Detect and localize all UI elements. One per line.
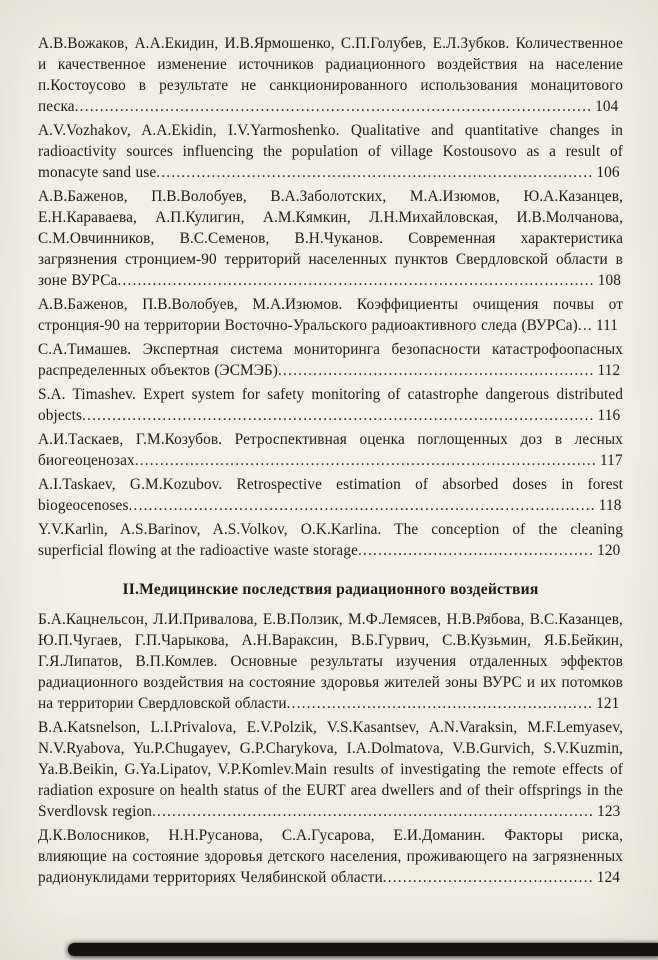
toc-entry-text: A.V.Vozhakov, A.A.Ekidin, I.V.Yarmoshenko. Qualitative and quantitative changes in radioactivity sources influencing the population of village Kostousovo as a result of monacyte sand use (38, 122, 623, 181)
page-number: 118 (598, 497, 622, 514)
toc-entry-text: Б.А.Кацнельсон, Л.И.Привалова, Е.В.Ползик, М.Ф.Лемясев, Н.В.Рябова, В.С.Казанцев, Ю.П.Чугаев, Г.П.Чарыкова, А.Н.Вараксин, В.Б.Гурвич, С.В.Кузьмин, Я.Б.Бейкин, Г.Я.Липатов, В.П.Комлев. Основные результаты изучения отдаленных эффектов радиационного воздействия на состояние здоровья жителей зоны ВУРС и их потомков на территории Свердловской области (38, 611, 623, 712)
toc-entry (38, 120, 623, 183)
toc-entry-text: С.А.Тимашев. Экспертная система мониторинга безопасности катастрофоопасных распределенных объектов (ЭСМЭБ) (38, 341, 623, 379)
toc-entry-text: S.A. Timashev. Expert system for safety monitoring of catastrophe dangerous distributed objects (38, 386, 623, 424)
dot-leader: ....................................................................................................... (74, 98, 593, 115)
dot-leader: ............................................................................................ (134, 452, 597, 469)
toc-entry-text: Д.К.Волосников, Н.Н.Русанова, С.А.Гусарова, Е.И.Доманин. Факторы риска, влияющие на состояние здоровья детского населения, проживающего на загрязненных радионуклидами территориях Челябинской области (38, 827, 623, 886)
toc-entry-text: А.В.Баженов, П.В.Волобуев, М.А.Изюмов. Коэффициенты очищения почвы от стронция-90 на территории Восточно-Уральского радиоактивного следа (ВУРСа) (38, 296, 623, 334)
page-number: 117 (599, 452, 623, 469)
dot-leader: ........................................................................................ (151, 803, 595, 820)
toc-entry (38, 339, 623, 381)
dot-leader: ....................................................................................... (156, 164, 594, 181)
toc-entry-text: B.A.Katsnelson, L.I.Privalova, E.V.Polzik, V.S.Kasantsev, A.N.Varaksin, M.F.Lemyasev, N.V.Ryabova, Yu.P.Chugayev, G.P.Charykova, I.A.Dolmatova, V.B.Gurvich, S.V.Kuzmin, Ya.B.Beikin, G.Ya.Lipatov, V.P.Komlev.Main results of investigating the remote effects of radiation exposure on health status of the EURT area dwellers and of their offsprings in the Sverdlovsk region (38, 719, 623, 820)
dot-leader: ............................................................. (286, 695, 594, 712)
toc-entry-text: Y.V.Karlin, A.S.Barinov, A.S.Volkov, O.K.Karlina. The conception of the cleaning superficial flowing at the radioactive waste storage (38, 521, 623, 559)
toc-content (38, 33, 623, 891)
dot-leader: ............................................................................................. (128, 497, 596, 514)
dot-leader: .......................................... (382, 869, 594, 886)
page-number: 124 (596, 869, 621, 886)
toc-entry (38, 33, 623, 117)
toc-entry (38, 429, 623, 471)
page-number: 108 (597, 272, 621, 289)
toc-entry (38, 474, 623, 516)
toc-entry (38, 186, 623, 291)
page-number: 111 (595, 317, 619, 334)
dot-leader: ... (577, 317, 593, 334)
toc-entry-text: А.И.Таскаев, Г.М.Козубов. Ретроспективная оценка поглощенных доз в лесных биогеоценозах (38, 431, 623, 469)
toc-entry-text: А.В.Вожаков, А.А.Екидин, И.В.Ярмошенко, С.П.Голубев, Е.Л.Зубков. Количественное и качественное изменение источников радиационного воздействия на население п.Костоусово в результате не санкционированного использования монацитового песка (38, 35, 623, 115)
toc-entry (38, 384, 623, 426)
section-heading: II.Медицинские последствия радиационного воздействия (122, 581, 539, 598)
page-number: 106 (596, 164, 620, 181)
scan-artifact-bar (68, 943, 658, 956)
toc-entry (38, 825, 623, 888)
page-number: 104 (595, 98, 619, 115)
page-number: 123 (597, 803, 621, 820)
toc-entry-text: A.I.Taskaev, G.M.Kozubov. Retrospective estimation of absorbed doses in forest biogeocenoses (38, 476, 623, 514)
page-number: 112 (597, 362, 621, 379)
toc-entry (38, 717, 623, 822)
toc-entry (38, 294, 623, 336)
page-number: 121 (596, 695, 620, 712)
dot-leader: ............................................................................................... (117, 272, 595, 289)
toc-entry (38, 609, 623, 714)
dot-leader: ............................................................... (278, 362, 595, 379)
dot-leader: ...................................................................................................... (82, 407, 595, 424)
page-number: 120 (597, 542, 621, 559)
dot-leader: ............................................... (357, 542, 595, 559)
toc-entry (38, 519, 623, 561)
page-number: 116 (597, 407, 621, 424)
toc-entry-text: А.В.Баженов, П.В.Волобуев, В.А.Заболотских, М.А.Изюмов, Ю.А.Казанцев, Е.Н.Караваева, А.П.Кулигин, А.М.Кямкин, Л.Н.Михайловская, И.В.Молчанова, С.М.Овчинников, В.С.Семенов, В.Н.Чуканов. Современная характеристика загрязнения стронцием-90 территорий населенных пунктов Свердловской области в зоне ВУРСа (38, 188, 623, 289)
